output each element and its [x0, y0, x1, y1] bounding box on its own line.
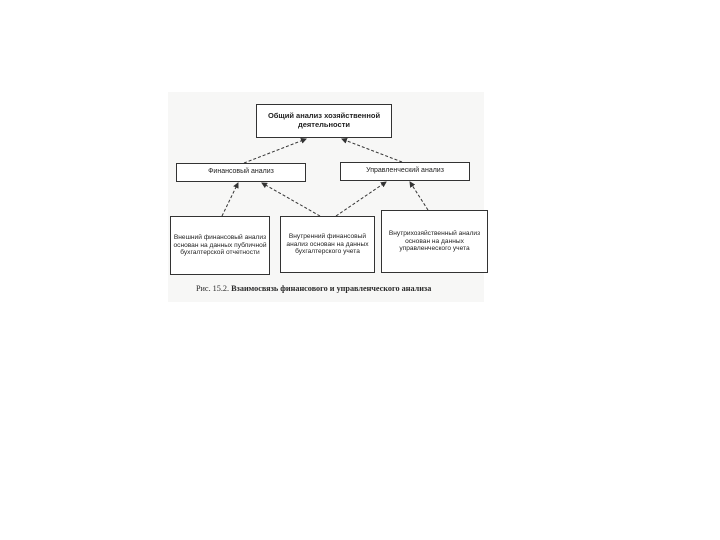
figure-caption-prefix: Рис. 15.2. [196, 284, 230, 293]
intra-economic-analysis-box [381, 210, 488, 273]
financial-analysis-label: Финансовый анализ [208, 168, 274, 176]
external-financial-analysis-box [170, 216, 270, 275]
general-analysis-box [256, 104, 392, 138]
external-financial-analysis-label: Внешний финансовый анализ основан на данных публичной бухгалтерской отчетности [173, 234, 267, 257]
internal-financial-analysis-box [280, 216, 375, 273]
figure-caption [196, 284, 496, 293]
management-analysis-label: Управленческий анализ [366, 167, 444, 175]
financial-analysis-box [176, 163, 306, 182]
intra-economic-analysis-label: Внутрихозяйственный анализ основан на данных управленческого учета [388, 230, 481, 253]
internal-financial-analysis-label: Внутренний финансовый анализ основан на данных бухгалтерского учета [286, 233, 369, 256]
figure-caption-title: Взаимосвязь финансового и управленческого анализа [231, 284, 432, 293]
general-analysis-label: Общий анализ хозяйственной деятельности [267, 111, 381, 129]
management-analysis-box [340, 162, 470, 181]
